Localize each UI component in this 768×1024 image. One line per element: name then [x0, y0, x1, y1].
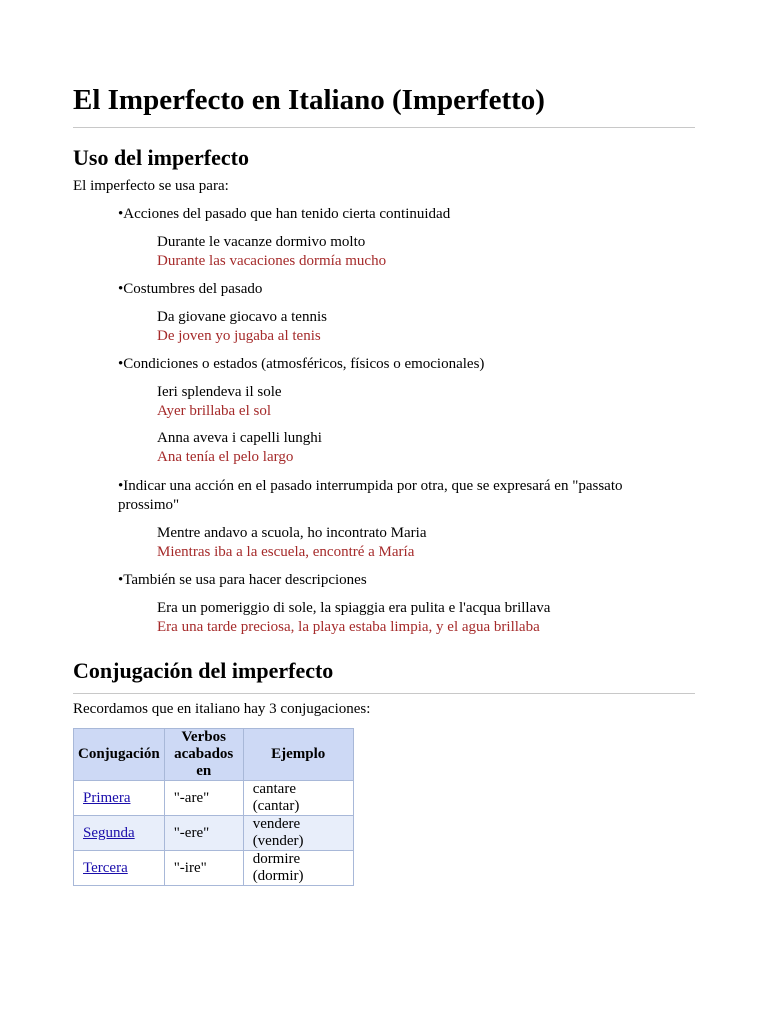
title-divider: [73, 127, 695, 128]
example-italian: Anna aveva i capelli lunghi: [157, 430, 322, 446]
bullet-item: •Acciones del pasado que han tenido cierta continuidad: [118, 206, 451, 222]
column-header: Ejemplo: [243, 729, 353, 781]
example-translation: Ayer brillaba el sol: [157, 403, 272, 419]
column-header: Verbos acabados en: [164, 729, 243, 781]
column-header: Conjugación: [74, 729, 165, 781]
bullet-item: •También se usa para hacer descripciones: [118, 572, 367, 588]
conjugation-link[interactable]: Tercera: [83, 859, 128, 876]
uso-intro: El imperfecto se usa para:: [73, 178, 229, 194]
bullet-item: •Indicar una acción en el pasado interrumpida por otra, que se expresará en "passato prossimo": [118, 478, 623, 513]
table-row: [74, 816, 354, 851]
example-translation: Ana tenía el pelo largo: [157, 449, 294, 465]
bullet-item: •Costumbres del pasado: [118, 281, 263, 297]
table-cell: cantare (cantar): [243, 781, 353, 816]
section-heading-conjugacion: Conjugación del imperfecto: [73, 658, 334, 683]
example-italian: Da giovane giocavo a tennis: [157, 309, 327, 325]
table-cell: dormire (dormir): [243, 851, 353, 886]
example-italian: Ieri splendeva il sole: [157, 384, 282, 400]
table-cell: "-ere": [164, 816, 243, 851]
table-cell: "-are": [164, 781, 243, 816]
section-divider: [73, 693, 695, 694]
table-header-row: [74, 729, 354, 781]
example-translation: Durante las vacaciones dormía mucho: [157, 253, 387, 269]
table-row: [74, 851, 354, 886]
bullet-item: •Condiciones o estados (atmosféricos, físicos o emocionales): [118, 356, 485, 372]
example-italian: Era un pomeriggio di sole, la spiaggia era pulita e l'acqua brillava: [157, 600, 551, 616]
section-heading-uso: Uso del imperfecto: [73, 145, 249, 170]
conjugation-link[interactable]: Primera: [83, 789, 131, 806]
page-title: El Imperfecto en Italiano (Imperfetto): [73, 84, 545, 116]
conjugation-table: [73, 728, 354, 886]
conjugacion-intro: Recordamos que en italiano hay 3 conjugaciones:: [73, 701, 371, 717]
example-translation: De joven yo jugaba al tenis: [157, 328, 321, 344]
example-italian: Durante le vacanze dormivo molto: [157, 234, 366, 250]
example-italian: Mentre andavo a scuola, ho incontrato Maria: [157, 525, 427, 541]
table-cell: vendere (vender): [243, 816, 353, 851]
conjugation-link[interactable]: Segunda: [83, 824, 135, 841]
example-translation: Mientras iba a la escuela, encontré a María: [157, 544, 415, 560]
table-row: [74, 781, 354, 816]
table-cell: "-ire": [164, 851, 243, 886]
example-translation: Era una tarde preciosa, la playa estaba limpia, y el agua brillaba: [157, 619, 540, 635]
